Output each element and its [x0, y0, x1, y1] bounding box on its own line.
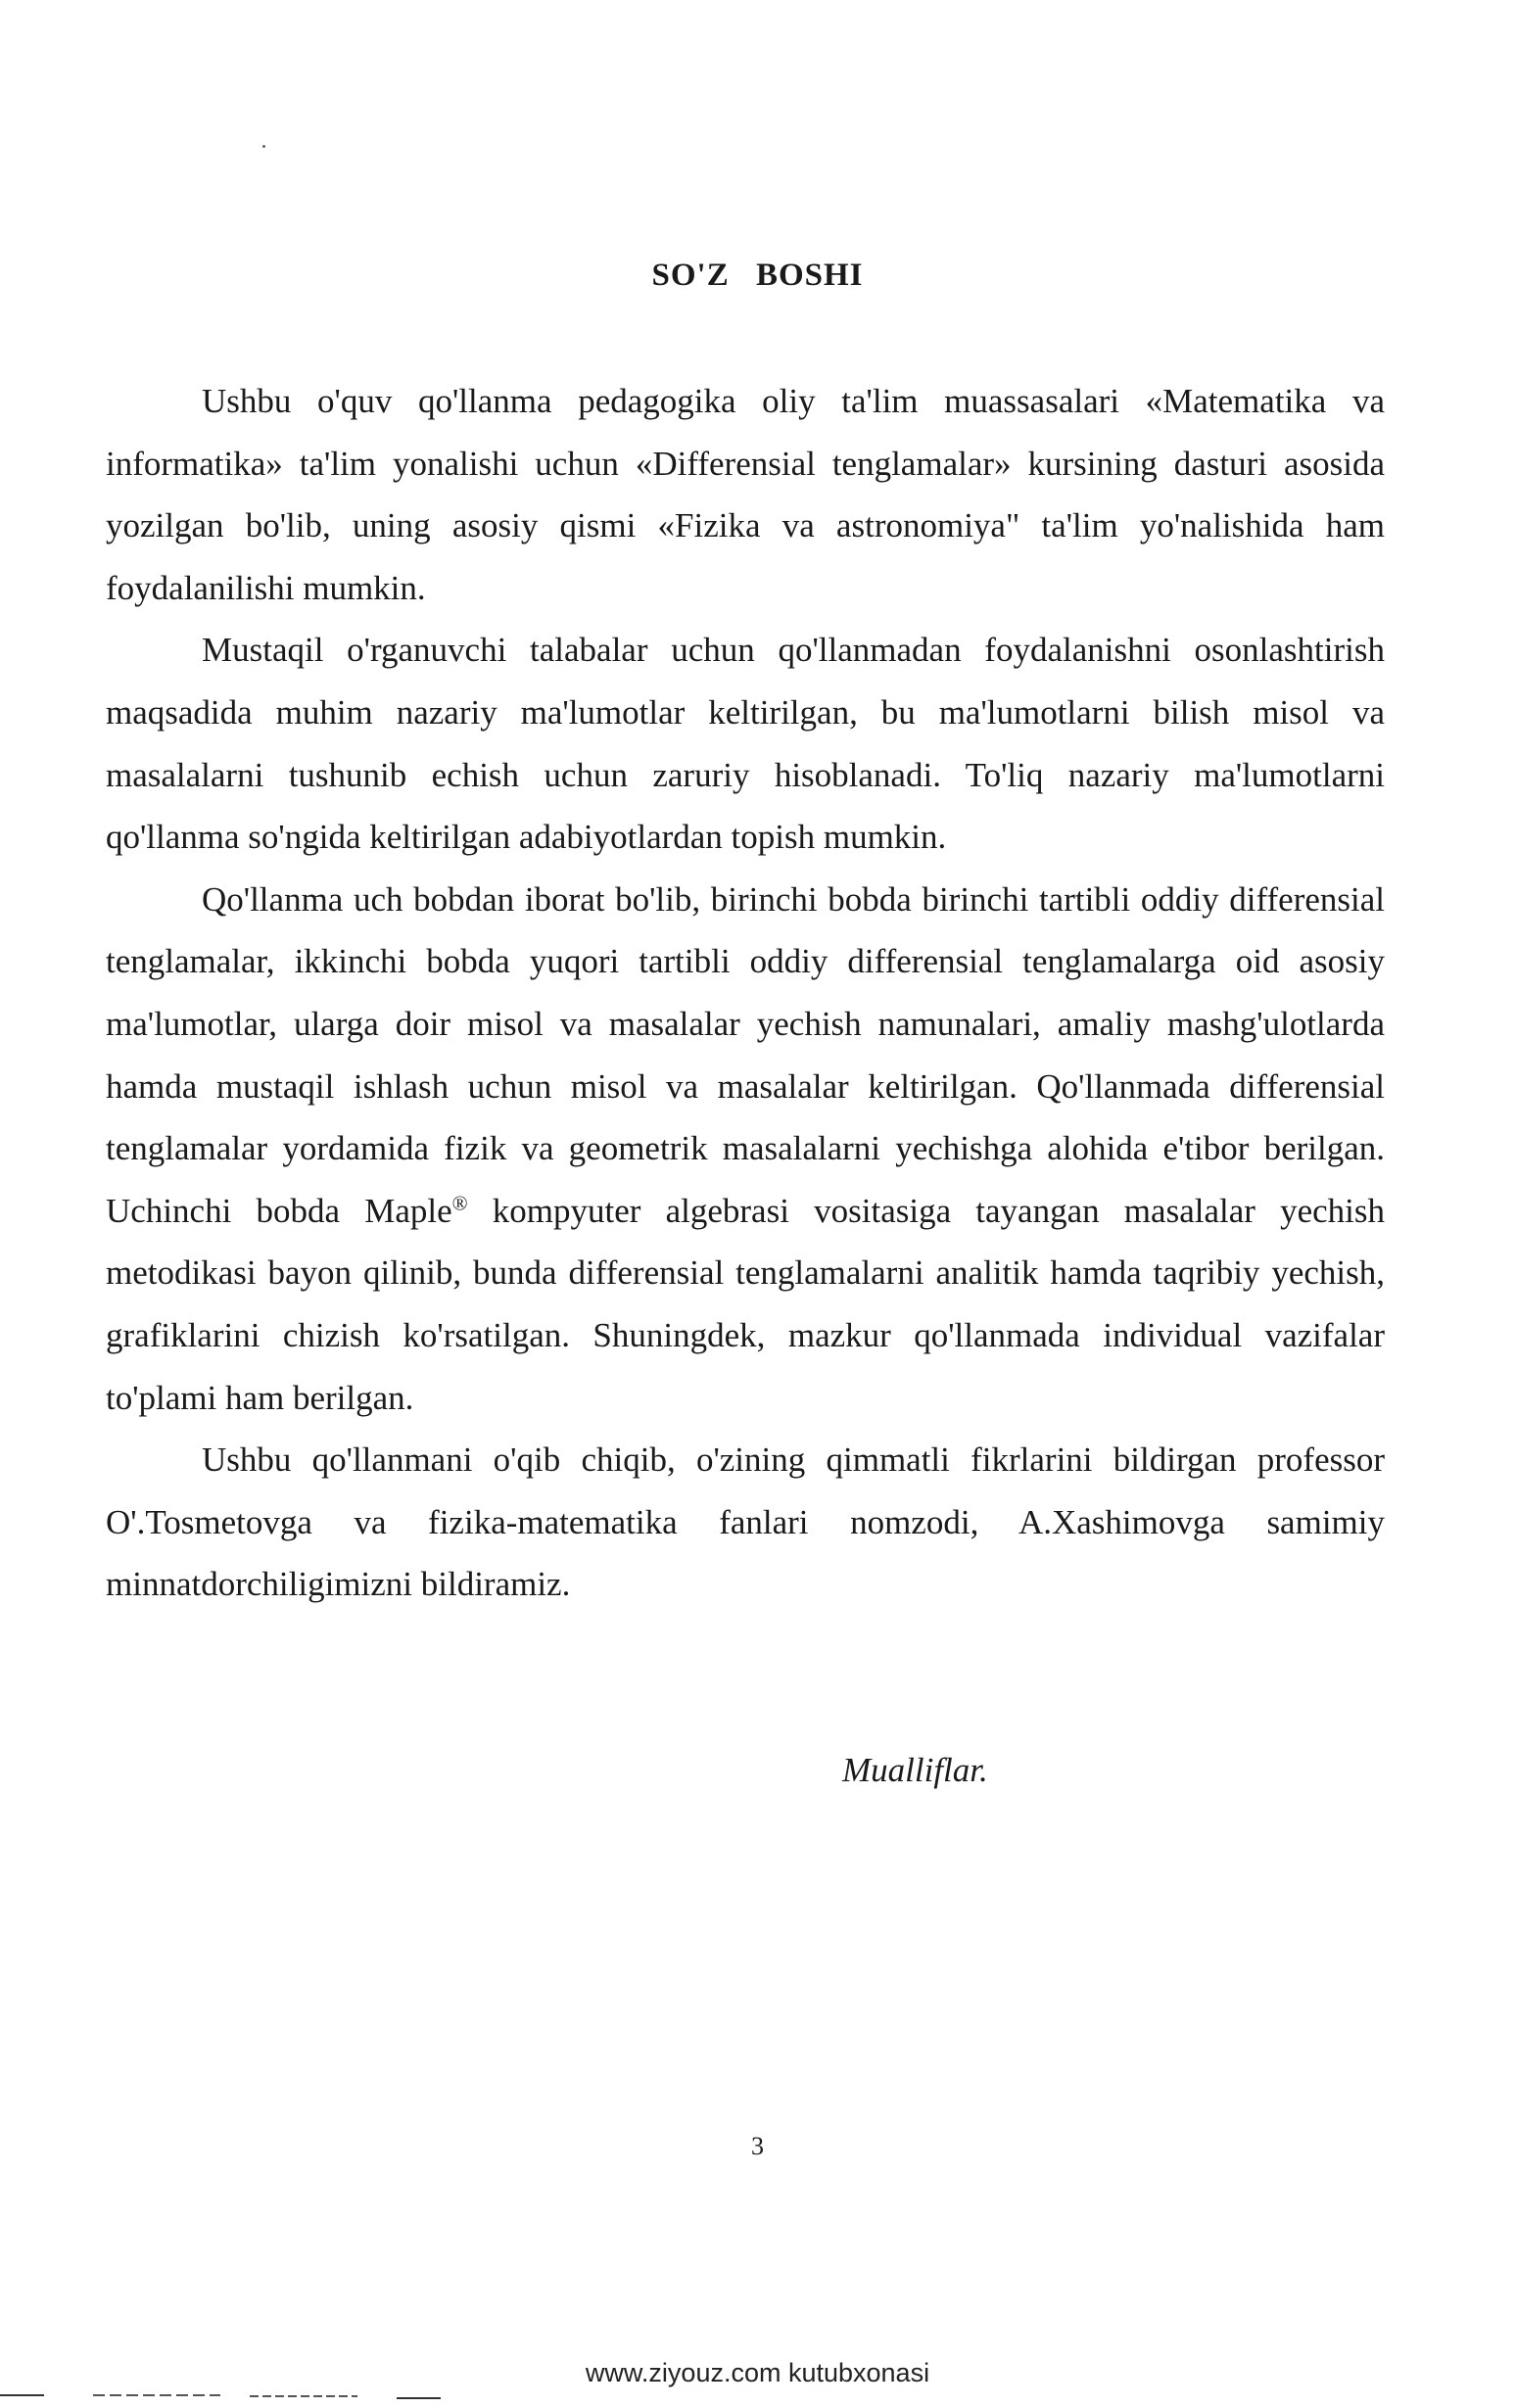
paragraph-3	[106, 869, 1385, 1429]
registered-mark: ®	[451, 1191, 468, 1215]
paragraph-3-text-end: kompyuter algebrasi vositasiga tayangan masalalar yechish metodikasi bayon qilinib, bunda differensial tenglamalarni analitik hamda taqribiy yechish, grafiklarini chizish ko'rsatilgan. Shuningdek, mazkur qo'llanmada individual vazifalar to'plami ham berilgan.	[106, 1191, 1385, 1417]
paragraph-3-text-start: Qo'llanma uch bobdan iborat bo'lib, birinchi bobda birinchi tartibli oddiy differensial tenglamalar, ikkinchi bobda yuqori tartibli oddiy differensial tenglamalarga oid asosiy ma'lumotlar, ularga doir misol va masalalar yechish namunalari, amaliy mashg'ulotlarda hamda mustaqil ishlash uchun misol va masalalar keltirilgan. Qo'llanmada differensial tenglamalar yordamida fizik va geometrik masalalarni yechishga alohida e'tibor berilgan. Uchinchi bobda Maple	[106, 879, 1385, 1230]
body-text	[106, 370, 1385, 1616]
watermark-link[interactable]: www.ziyouz.com kutubxonasi	[585, 2358, 930, 2387]
scan-speck	[262, 145, 265, 148]
page-title: SO'Z BOSHI	[651, 258, 864, 293]
page-number: 3	[751, 2132, 764, 2160]
paragraph-4: Ushbu qo'llanmani o'qib chiqib, o'zining qimmatli fikrlarini bildirgan professor O'.Tosmetovga va fizika-matematika fanlari nomzodi, A.Xashimovga samimiy minnatdorchiligimizni bildiramiz.	[106, 1440, 1385, 1604]
paragraph-2: Mustaqil o'rganuvchi talabalar uchun qo'llanmadan foydalanishni osonlashtirish maqsadida muhim nazariy ma'lumotlar keltirilgan, bu ma'lumotlarni bilish misol va masalalarni tushunib echish uchun zaruriy hisoblanadi. To'liq nazariy ma'lumotlarni qo'llanma so'ngida keltirilgan adabiyotlardan topish mumkin.	[106, 631, 1385, 857]
paragraph-1: Ushbu o'quv qo'llanma pedagogika oliy ta'lim muassasalari «Matematika va informatika» ta'lim yonalishi uchun «Differensial tenglamalar» kursining dasturi asosida yozilgan bo'lib, uning asosiy qismi «Fizika va astronomiya" ta'lim yo'nalishida ham foydalanilishi mumkin.	[106, 382, 1385, 607]
signature: Mualliflar.	[842, 1751, 988, 1789]
scan-artifact-lines	[0, 2392, 509, 2402]
